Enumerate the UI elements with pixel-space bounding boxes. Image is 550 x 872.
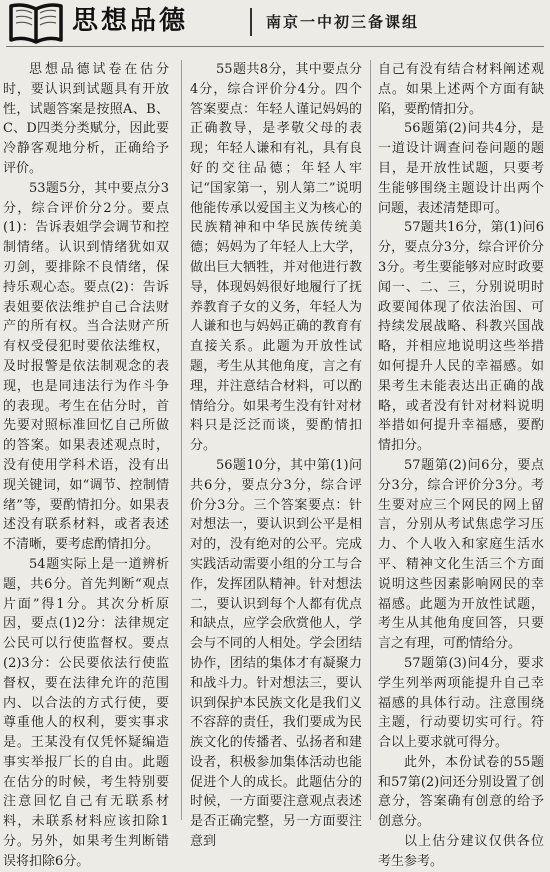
paragraph: 57题共16分，第(1)问6分，要点分3分，综合评价分3分。考生要能够对应时政要闻一、二、三，分别说明时政要闻体现了依法治国、可持续发展战略、科教兴国战略，并相应地说明这些举措如何提升人民的幸福感。如果考生未能表达出正确的战略，或者没有针对材料说明举措如何提升幸福感，要酌情扣分。 xyxy=(378,220,544,454)
paragraph: 57题第(3)问4分，要求学生列举两项能提升自己幸福感的具体行动。注意围绕主题，行动要切实可行。符合以上要求就可得分。 xyxy=(378,655,544,751)
paragraph: 57题第(2)问6分，要点分3分，综合评价分3分。考生要对应三个网民的网上留言，分别从考试焦虑学习压力、个人收入和家庭生活水平、精神文化生活三个方面说明这些因素影响网民的幸福感。此题为开放性试题，考生从其他角度回答，只要言之有理，可酌情给分。 xyxy=(378,457,544,652)
section-title: 思想品德 xyxy=(72,6,189,36)
paragraph-continued: 自己有没有结合材料阐述观点。如果上述两个方面有缺陷，要酌情扣分。 xyxy=(378,62,544,117)
paragraph: 56题10分，其中第(1)问共6分，要点分3分，综合评价分3分。三个答案要点：针对想法一，要认识到公平是相对的，没有绝对的公平。完成实践活动需要小组的分工与合作，发挥团队精神。针对想法二，要认识到每个人都有优点和缺点，应学会欣赏他人，学会与不同的人相处。学会团结协作，团结的集体才有凝聚力和战斗力。针对想法三，要认识到保护本民族文化是我们义不容辞的责任，我们要成为民族文化的传播者、弘扬者和建设者，积极参加集体活动也能促进个人的成长。此题估分的时候，一方面要注意观点表述是否正确完整，另一方面要注意到 xyxy=(190,457,362,850)
column-divider xyxy=(370,60,371,820)
paragraph: 55题共8分，其中要点分4分，综合评价分4分。四个答案要点：年轻人谨记妈妈的正确教导，是孝敬父母的表现；年轻人谦和有礼，具有良好的交往品德；年轻人牢记“国家第一，别人第二”说明他能传承以爱国主义为核心的民族精神和中华民族传统美德；妈妈为了年轻人上大学，做出巨大牺牲，并对他进行教导，体现妈妈很好地履行了抚养教育子女的义务，年轻人为人谦和也与妈妈正确的教育有直接关系。此题为开放性试题，考生从其他角度，言之有理，并注意结合材料，可以酌情给分。如果考生没有针对材料只是泛泛而谈，要酌情扣分。 xyxy=(190,62,362,454)
open-book-icon xyxy=(8,2,64,44)
paragraph: 以上估分建议仅供各位考生参考。 xyxy=(378,834,544,869)
column-header xyxy=(4,2,544,44)
text-column-3 xyxy=(378,60,544,869)
byline: 南京一中初三备课组 xyxy=(266,13,420,31)
paragraph: 54题实际上是一道辨析题，共6分。首先判断“观点片面”得1分。其次分析原因，要点(1)2分：法律规定公民可以行使监督权。要点(2)3分：公民要依法行使监督权，要在法律允许的范围内、以合法的方式行使，要尊重他人的权利，要实事求是。王某没有仅凭怀疑编造事实举报厂长的自由。此题在估分的时候，考生特别要注意回忆自己有无联系材料，未联系材料应该扣除1分。另外，如果考生判断错误将扣除6分。 xyxy=(3,556,169,869)
header-rule xyxy=(6,46,544,47)
paragraph: 56题第(2)问共4分，是一道设计调查问卷问题的题目，是开放性试题，只要考生能够围绕主题设计出两个问题，表述清楚即可。 xyxy=(378,121,544,216)
column-divider xyxy=(181,60,182,820)
text-column-2 xyxy=(190,60,362,850)
paragraph: 53题5分，其中要点分3分，综合评价分2分。要点(1)：告诉表姐学会调节和控制情绪。认识到情绪犹如双刃剑，要排除不良情绪，保持乐观心态。要点(2)：告诉表姐要依法维护自己合法财产的所有权。当合法财产所有权受侵犯时要依法维权，及时报警是依法制观念的表现，也是同违法行为作斗争的表现。考生在估分时，首先要对照标准回忆自己所做的答案。如果表述观点时，没有使用学科术语，没有出现关键词，如“调节、控制情绪”等，要酌情扣分。如果表述没有联系材料，或者表述不清晰，要考虑酌情扣分。 xyxy=(3,180,169,553)
text-column-1 xyxy=(3,60,169,869)
paragraph: 此外，本份试卷的55题和57第(2)问还分别设置了创意分，答案确有创意的给予创意分。 xyxy=(378,754,544,830)
paragraph: 思想品德试卷在估分时，要认识到试题具有开放性，试题答案是按照A、B、C、D四类分类赋分，因此要冷静客观地分析，正确给予评价。 xyxy=(3,62,169,176)
header-divider xyxy=(250,8,252,36)
